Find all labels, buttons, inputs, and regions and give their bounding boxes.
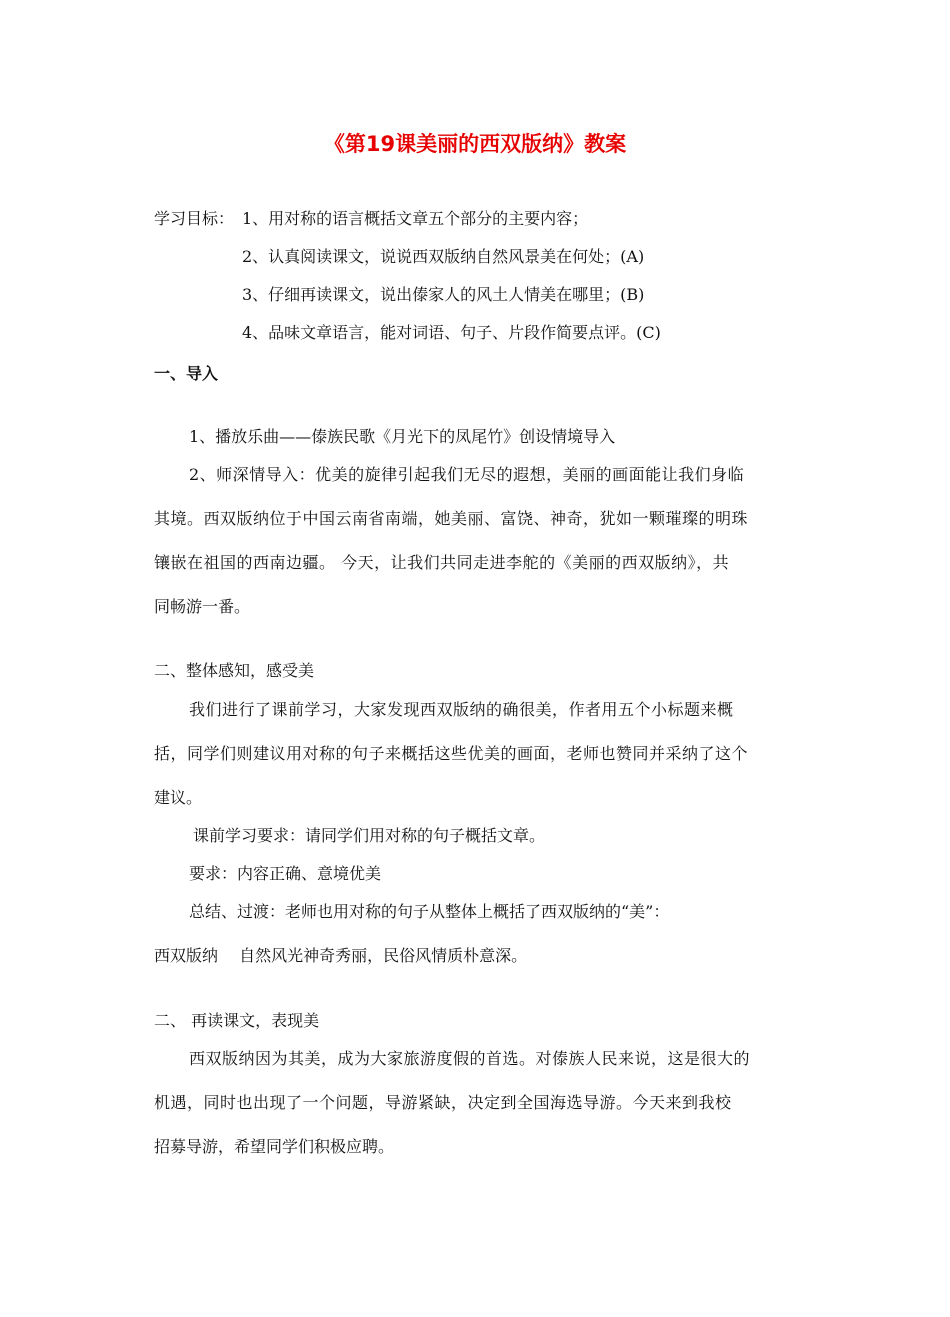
objective-item: 1、用对称的语言概括文章五个部分的主要内容； — [242, 209, 589, 228]
paragraph-line: 西双版纳因为其美，成为大家旅游度假的首选。对傣族人民来说，这是很大的 — [189, 1049, 751, 1068]
objective-item: 4、品味文章语言，能对词语、句子、片段作简要点评。(C) — [242, 323, 661, 342]
objective-item: 3、仔细再读课文，说出傣家人的风土人情美在哪里；(B) — [242, 285, 645, 304]
paragraph-line: 1、播放乐曲——傣族民歌《月光下的凤尾竹》创设情境导入 — [189, 427, 616, 446]
paragraph-line: 括，同学们则建议用对称的句子来概括这些优美的画面，老师也赞同并采纳了这个 — [154, 744, 749, 763]
paragraph-line: 机遇，同时也出现了一个问题，导游紧缺，决定到全国海选导游。今天来到我校 — [154, 1093, 732, 1112]
section-heading: 二、整体感知，感受美 — [154, 661, 315, 680]
section-heading: 二、 再读课文，表现美 — [154, 1011, 320, 1030]
section-heading: 一、导入 — [154, 364, 219, 383]
document-title: 《第19课美丽的西双版纳》教案 — [323, 132, 627, 156]
paragraph-line: 西双版纳 自然风光神奇秀丽，民俗风情质朴意深。 — [154, 946, 528, 965]
paragraph-line: 同畅游一番。 — [154, 597, 251, 616]
paragraph-line: 其境。西双版纳位于中国云南省南端，她美丽、富饶、神奇，犹如一颗璀璨的明珠 — [154, 509, 749, 528]
paragraph-line: 要求：内容正确、意境优美 — [189, 864, 382, 883]
paragraph-line: 招募导游，希望同学们积极应聘。 — [154, 1137, 395, 1156]
paragraph-line: 总结、过渡：老师也用对称的句子从整体上概括了西双版纳的“美”： — [189, 902, 670, 921]
paragraph-line: 课前学习要求：请同学们用对称的句子概括文章。 — [193, 826, 546, 845]
objective-item: 2、认真阅读课文，说说西双版纳自然风景美在何处；(A) — [242, 247, 645, 266]
objectives-label: 学习目标： — [154, 209, 235, 228]
paragraph-line: 我们进行了课前学习，大家发现西双版纳的确很美，作者用五个小标题来概 — [189, 700, 734, 719]
paragraph-line: 建议。 — [154, 788, 203, 807]
paragraph-line: 2、师深情导入：优美的旋律引起我们无尽的遐想，美丽的画面能让我们身临 — [189, 465, 745, 484]
paragraph-line: 镶嵌在祖国的西南边疆。 今天，让我们共同走进李舵的《美丽的西双版纳》，共 — [154, 553, 730, 572]
